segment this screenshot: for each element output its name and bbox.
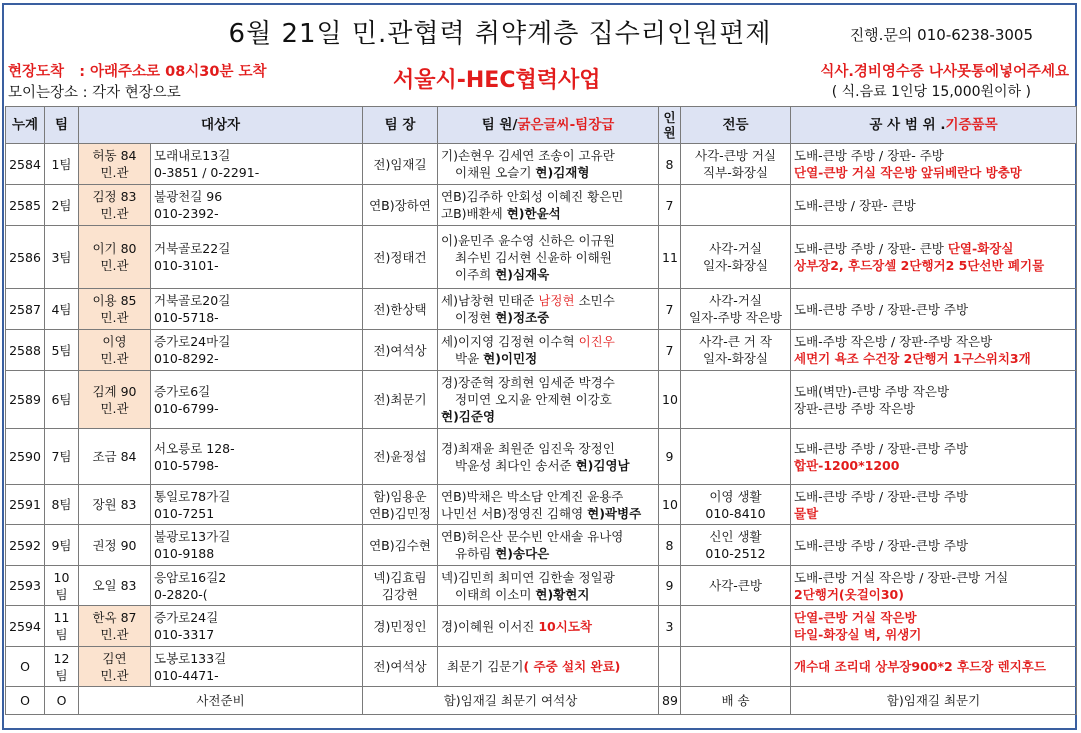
col-count: 인원 <box>659 107 681 144</box>
light-cell <box>681 429 791 485</box>
site-lead: 현)김재형 <box>535 165 590 180</box>
members-line <box>441 292 655 309</box>
target-name <box>79 566 151 606</box>
light-cell <box>681 525 791 566</box>
scope-line: 도배-주방 작은방 / 장판-주방 작은방 <box>794 334 993 349</box>
table-row <box>6 289 1077 330</box>
count-cell: 11 <box>659 226 681 289</box>
seq-cell: 2588 <box>6 330 45 371</box>
members-text: 소민수 <box>574 293 615 308</box>
target-address <box>151 606 363 647</box>
donation-line: 상부장2, 후드장셀 2단행거2 5단선반 폐기물 <box>794 258 1045 273</box>
address-text: 통일로78가길 <box>154 488 231 504</box>
target-name <box>79 485 151 525</box>
prep-cell: 사전준비 <box>79 687 363 715</box>
light-line: 일자-주방 작은방 <box>688 310 782 325</box>
site-lead: 현)김준영 <box>441 409 496 424</box>
target-tag: 민.관 <box>100 165 129 180</box>
light-line: 010-8410 <box>705 505 766 521</box>
members-line <box>441 350 655 367</box>
table-row <box>6 226 1077 289</box>
members-line: 이)윤민주 윤수영 신하은 이규원 <box>441 232 615 248</box>
team-cell: O <box>45 687 79 715</box>
phone-text: 010-4471- <box>154 667 219 683</box>
seq-cell: 2587 <box>6 289 45 330</box>
light-cell <box>681 185 791 226</box>
members-line: 최수빈 김서현 신윤하 이해원 <box>455 249 612 265</box>
leader-cell: 전)한상택 <box>363 289 438 330</box>
light-cell <box>681 226 791 289</box>
members-text: 세)이지영 김정현 이수혁 <box>441 334 579 349</box>
donation-line: 합판-1200*1200 <box>794 457 900 473</box>
address-text: 불광로13가길 <box>154 529 231 544</box>
scope-cell <box>791 330 1077 371</box>
target-name-text: 김연 <box>102 650 127 666</box>
phone-text: 010-3317 <box>154 627 215 642</box>
scope-cell <box>791 226 1077 289</box>
target-address <box>151 330 363 371</box>
target-name <box>79 647 151 687</box>
scope-cell <box>791 185 1077 226</box>
target-name-text: 이영 <box>102 334 127 349</box>
members-line: 경)장준혁 장희현 임세준 박경수 <box>441 375 615 390</box>
members-cell <box>438 566 659 606</box>
light-line: 사각-거실 <box>709 293 762 308</box>
arrival-label: 현장도착 <box>8 64 65 80</box>
target-name <box>79 185 151 226</box>
target-tag: 민.관 <box>100 667 129 683</box>
members-cell <box>438 185 659 226</box>
leader-cell <box>363 485 438 525</box>
members-line <box>441 586 655 603</box>
leader-line: 넥)김효림 <box>373 569 427 585</box>
light-cell <box>681 330 791 371</box>
team-cell: 9팀 <box>45 525 79 566</box>
col-team: 팀 <box>45 107 79 144</box>
meal-note: 식사.경비영수증 나사못통에넣어주세요 <box>820 64 1069 80</box>
count-cell: 8 <box>659 144 681 185</box>
scope-cell <box>791 429 1077 485</box>
light-line: 사각-거실 <box>709 241 762 256</box>
address-text: 증가로24마길 <box>154 334 231 349</box>
team-cell: 10팀 <box>45 566 79 606</box>
members-line: 연B)허은산 문수빈 안새솔 유나영 <box>441 529 624 544</box>
col-members-label: 팀 원/ <box>481 116 518 133</box>
table-row <box>6 606 1077 647</box>
table-row <box>6 566 1077 606</box>
members-line <box>441 309 655 326</box>
scope-text: 도배-큰방 주방 / 장판- 큰방 <box>794 241 948 256</box>
contact-info: 진행.문의 010-6238-3005 <box>849 26 1033 44</box>
leader-line: 김강현 <box>381 586 419 602</box>
donation-line: 물탈 <box>794 505 819 521</box>
target-address <box>151 485 363 525</box>
target-address <box>151 429 363 485</box>
target-name <box>79 371 151 429</box>
phone-text: 010-6799- <box>154 400 219 416</box>
leader-line: 함)임용운 <box>373 488 427 504</box>
col-members-note: 굵은글씨-팀장급 <box>517 116 615 133</box>
col-scope-label: 공 사 범 위 . <box>869 116 946 133</box>
scope-cell <box>791 371 1077 429</box>
scope-cell <box>791 525 1077 566</box>
address-text: 모래내로13길 <box>154 148 231 163</box>
site-lead: 현)황현지 <box>535 586 590 602</box>
count-cell <box>659 647 681 687</box>
target-name <box>79 606 151 647</box>
col-scope-note: 기증품목 <box>945 116 998 133</box>
light-line: 010-2512 <box>705 546 766 561</box>
members-line <box>441 205 655 222</box>
phone-text: 010-9188 <box>154 546 215 561</box>
leader-cell: 전)윤정섭 <box>363 429 438 485</box>
light-line: 일자-화장실 <box>703 258 768 273</box>
scope-cell <box>791 606 1077 647</box>
total-count-cell: 89 <box>659 687 681 715</box>
target-name-text: 김정 83 <box>92 189 137 204</box>
members-line <box>441 164 655 181</box>
leader-cell: 전)여석상 <box>363 647 438 687</box>
address-text: 증가로6길 <box>154 383 211 399</box>
members-cell <box>438 226 659 289</box>
members-highlight: ( 주중 설치 완료) <box>523 659 621 674</box>
team-cell: 1팀 <box>45 144 79 185</box>
target-name <box>79 226 151 289</box>
leader-cell: 전)임재길 <box>363 144 438 185</box>
donation-line: 단열-큰방 거실 작은방 <box>794 610 917 625</box>
members-line: 기)손현우 김세연 조송이 고유란 <box>441 148 615 163</box>
table-row <box>6 525 1077 566</box>
target-address <box>151 226 363 289</box>
seq-cell: 2585 <box>6 185 45 226</box>
members-line: 연B)김주하 안회성 이혜진 황은민 <box>441 189 624 204</box>
leader-cell: 전)여석상 <box>363 330 438 371</box>
target-name <box>79 525 151 566</box>
scope-line: 도배-큰방 거실 작은방 / 장판-큰방 거실 <box>794 569 1009 585</box>
site-lead: 현)한윤석 <box>506 206 561 221</box>
delivery-cell: 배 송 <box>681 687 791 715</box>
scope-line: 도배-큰방 주방 / 장판-큰방 주방 <box>794 537 969 553</box>
site-lead: 현)이민정 <box>483 351 538 366</box>
target-address <box>151 566 363 606</box>
target-address <box>151 185 363 226</box>
site-lead: 현)곽병주 <box>587 505 642 521</box>
light-cell <box>681 371 791 429</box>
light-line: 직부-화장실 <box>703 165 768 180</box>
members-line <box>441 545 655 562</box>
members-text: 박윤성 최다인 송서준 <box>455 457 576 473</box>
col-seq: 누계 <box>6 107 45 144</box>
address-text: 거북골로20길 <box>154 293 231 308</box>
target-name-text: 이기 80 <box>92 241 137 256</box>
members-text: 이태희 이소미 <box>455 586 536 602</box>
target-address <box>151 144 363 185</box>
scope-line: 도배-큰방 주방 / 장판- 주방 <box>794 148 944 163</box>
light-cell <box>681 606 791 647</box>
address-text: 증가로24길 <box>154 610 219 625</box>
light-line: 사각-큰방 <box>709 578 762 593</box>
count-cell: 3 <box>659 606 681 647</box>
scope-line: 도배-큰방 주방 / 장판-큰방 주방 <box>794 488 969 504</box>
donation-line: 타일-화장실 벽, 위생기 <box>794 627 922 642</box>
leader-cell: 연B)장하연 <box>363 185 438 226</box>
members-cell <box>438 525 659 566</box>
members-highlight: 이진우 <box>578 334 615 349</box>
target-tag: 민.관 <box>100 258 129 273</box>
count-cell: 10 <box>659 485 681 525</box>
team-cell: 5팀 <box>45 330 79 371</box>
seq-cell: 2589 <box>6 371 45 429</box>
light-line: 사각-큰 거 작 <box>699 334 772 349</box>
members-line <box>441 333 655 350</box>
members-text: 나민선 서B)정영진 김해영 <box>441 505 588 521</box>
phone-text: 010-5798- <box>154 457 219 473</box>
target-tag: 민.관 <box>100 206 129 221</box>
count-cell: 7 <box>659 289 681 330</box>
table-row <box>6 144 1077 185</box>
target-tag: 민.관 <box>100 627 129 642</box>
members-cell <box>438 330 659 371</box>
seq-cell: O <box>6 647 45 687</box>
table-row <box>6 429 1077 485</box>
target-address <box>151 371 363 429</box>
site-lead: 현)김영남 <box>575 457 630 473</box>
team-cell: 4팀 <box>45 289 79 330</box>
target-name <box>79 330 151 371</box>
members-text: 이채원 오슬기 <box>455 165 536 180</box>
team-cell: 8팀 <box>45 485 79 525</box>
address-text: 거북골로22길 <box>154 241 231 256</box>
arrival-text: : 아래주소로 08시30분 도착 <box>79 64 267 80</box>
seq-cell: 2593 <box>6 566 45 606</box>
meeting-place: 모이는장소 : 각자 현장으로 <box>8 85 181 101</box>
leader-cell: 전)정태건 <box>363 226 438 289</box>
leader-cell <box>363 566 438 606</box>
target-tag: 민.관 <box>100 351 129 366</box>
members-text: 고B)배환세 <box>441 206 507 221</box>
col-members <box>438 107 659 144</box>
members-text: 이정현 <box>455 310 496 325</box>
donation-line: 세면기 욕조 수건장 2단행거 1구스위치3개 <box>794 351 1031 366</box>
delivery-members-cell: 함)임재길 최문기 <box>791 687 1077 715</box>
members-line: 연B)박채은 박소담 안계진 윤용주 <box>441 488 624 504</box>
count-cell: 7 <box>659 185 681 226</box>
target-address <box>151 525 363 566</box>
light-cell <box>681 144 791 185</box>
target-name <box>79 144 151 185</box>
count-cell: 9 <box>659 429 681 485</box>
scope-line: 도배-큰방 / 장판- 큰방 <box>794 197 916 213</box>
site-lead: 현)심재욱 <box>495 266 550 282</box>
members-cell <box>438 647 659 687</box>
members-text: 최문기 김문기 <box>447 659 524 674</box>
col-light: 전등 <box>681 107 791 144</box>
meal-fee: ( 식.음료 1인당 15,000원이하 ) <box>831 84 1031 100</box>
leader-cell: 연B)김수현 <box>363 525 438 566</box>
target-name-text: 한옥 87 <box>92 610 137 625</box>
target-address <box>151 647 363 687</box>
table-row <box>6 485 1077 525</box>
team-cell: 11팀 <box>45 606 79 647</box>
target-tag: 민.관 <box>100 310 129 325</box>
team-cell: 12팀 <box>45 647 79 687</box>
members-cell <box>438 144 659 185</box>
phone-text: 0-3851 / 0-2291- <box>154 165 260 180</box>
members-line <box>441 266 655 283</box>
target-name-text: 장원 83 <box>92 497 137 512</box>
site-lead: 현)송다은 <box>495 546 550 561</box>
light-line: 이영 생활 <box>709 488 762 504</box>
members-cell <box>438 289 659 330</box>
prep-members-cell: 함)임재길 최문기 여석상 <box>363 687 659 715</box>
target-address <box>151 289 363 330</box>
arrival-notice <box>8 60 267 81</box>
team-cell: 7팀 <box>45 429 79 485</box>
members-highlight: 남정현 <box>538 293 575 308</box>
scope-line: 도배(벽만)-큰방 주방 작은방 <box>794 383 950 399</box>
members-line <box>441 505 655 522</box>
count-cell: 9 <box>659 566 681 606</box>
members-text: 경)이혜원 이서진 <box>441 618 539 634</box>
members-cell <box>438 429 659 485</box>
members-highlight: 10시도착 <box>538 618 592 634</box>
members-line: 경)최재윤 최원준 임진욱 장정인 <box>441 440 615 456</box>
seq-cell: 2594 <box>6 606 45 647</box>
seq-cell: 2590 <box>6 429 45 485</box>
seq-cell: 2584 <box>6 144 45 185</box>
members-text: 박윤 <box>455 351 484 366</box>
target-name-text: 조금 84 <box>92 449 137 464</box>
scope-line <box>794 240 1073 257</box>
donation-line: 개수대 조리대 상부장900*2 후드장 렌지후드 <box>794 659 1046 674</box>
leader-line: 연B)김민정 <box>369 505 431 521</box>
light-cell <box>681 289 791 330</box>
light-line: 신인 생활 <box>709 529 762 544</box>
address-text: 불광천길 96 <box>154 189 223 204</box>
project-name: 서울시-HEC협력사업 <box>393 68 601 93</box>
light-line: 사각-큰방 거실 <box>695 148 776 163</box>
light-cell <box>681 647 791 687</box>
light-cell <box>681 485 791 525</box>
count-cell: 7 <box>659 330 681 371</box>
scope-line: 장판-큰방 주방 작은방 <box>794 400 916 416</box>
donation-line: 단열-큰방 거실 작은방 앞뒤베란다 방충망 <box>794 165 1022 180</box>
schedule-table <box>5 106 1077 715</box>
scope-cell <box>791 647 1077 687</box>
col-scope <box>791 107 1077 144</box>
scope-cell <box>791 144 1077 185</box>
target-name-text: 오일 83 <box>92 578 137 593</box>
table-row <box>6 647 1077 687</box>
light-cell <box>681 566 791 606</box>
address-text: 서오릉로 128- <box>154 440 235 456</box>
phone-text: 0-2820-( <box>154 586 208 602</box>
members-line: 정미연 오지윤 안제현 이강호 <box>455 392 612 407</box>
table-row <box>6 185 1077 226</box>
phone-text: 010-2392- <box>154 206 219 221</box>
scope-cell <box>791 566 1077 606</box>
address-text: 도봉로133길 <box>154 650 227 666</box>
scope-line: 도배-큰방 주방 / 장판-큰방 주방 <box>794 301 969 317</box>
col-target: 대상자 <box>79 107 363 144</box>
members-text: 이주희 <box>455 266 496 282</box>
table-row <box>6 330 1077 371</box>
table-row <box>6 371 1077 429</box>
members-cell <box>438 485 659 525</box>
seq-cell: 2592 <box>6 525 45 566</box>
target-name-text: 권정 90 <box>92 537 137 553</box>
members-line <box>441 457 655 474</box>
seq-cell: O <box>6 687 45 715</box>
members-cell <box>438 371 659 429</box>
phone-text: 010-5718- <box>154 310 219 325</box>
team-cell: 2팀 <box>45 185 79 226</box>
team-cell: 3팀 <box>45 226 79 289</box>
seq-cell: 2586 <box>6 226 45 289</box>
phone-text: 010-7251 <box>154 505 215 521</box>
scope-line: 도배-큰방 주방 / 장판-큰방 주방 <box>794 440 969 456</box>
target-name-text: 이용 85 <box>92 293 137 308</box>
footer-row <box>6 687 1077 715</box>
col-leader: 팀 장 <box>363 107 438 144</box>
scope-cell <box>791 485 1077 525</box>
scope-highlight: 단열-화장실 <box>947 241 1014 256</box>
donation-line: 2단행거(옷걸이30) <box>794 586 904 602</box>
seq-cell: 2591 <box>6 485 45 525</box>
members-text: 유하림 <box>455 546 496 561</box>
target-name <box>79 429 151 485</box>
leader-cell: 경)민정인 <box>363 606 438 647</box>
phone-text: 010-8292- <box>154 351 219 366</box>
light-line: 일자-화장실 <box>703 351 768 366</box>
members-cell <box>438 606 659 647</box>
count-cell: 8 <box>659 525 681 566</box>
members-text: 세)남창현 민태준 <box>441 293 539 308</box>
members-line: 넥)김민희 최미연 김한솔 정일광 <box>441 569 615 585</box>
page-title: 6월 21일 민.관협력 취약계층 집수리인원편제 <box>228 19 772 49</box>
count-cell: 10 <box>659 371 681 429</box>
phone-text: 010-3101- <box>154 258 219 273</box>
address-text: 응암로16길2 <box>154 569 227 585</box>
target-name-text: 허동 84 <box>92 148 137 163</box>
target-tag: 민.관 <box>100 400 129 416</box>
team-cell: 6팀 <box>45 371 79 429</box>
header-row <box>6 107 1077 144</box>
leader-cell: 전)최문기 <box>363 371 438 429</box>
target-name-text: 김계 90 <box>92 383 137 399</box>
site-lead: 현)정조중 <box>495 310 550 325</box>
target-name <box>79 289 151 330</box>
scope-cell <box>791 289 1077 330</box>
